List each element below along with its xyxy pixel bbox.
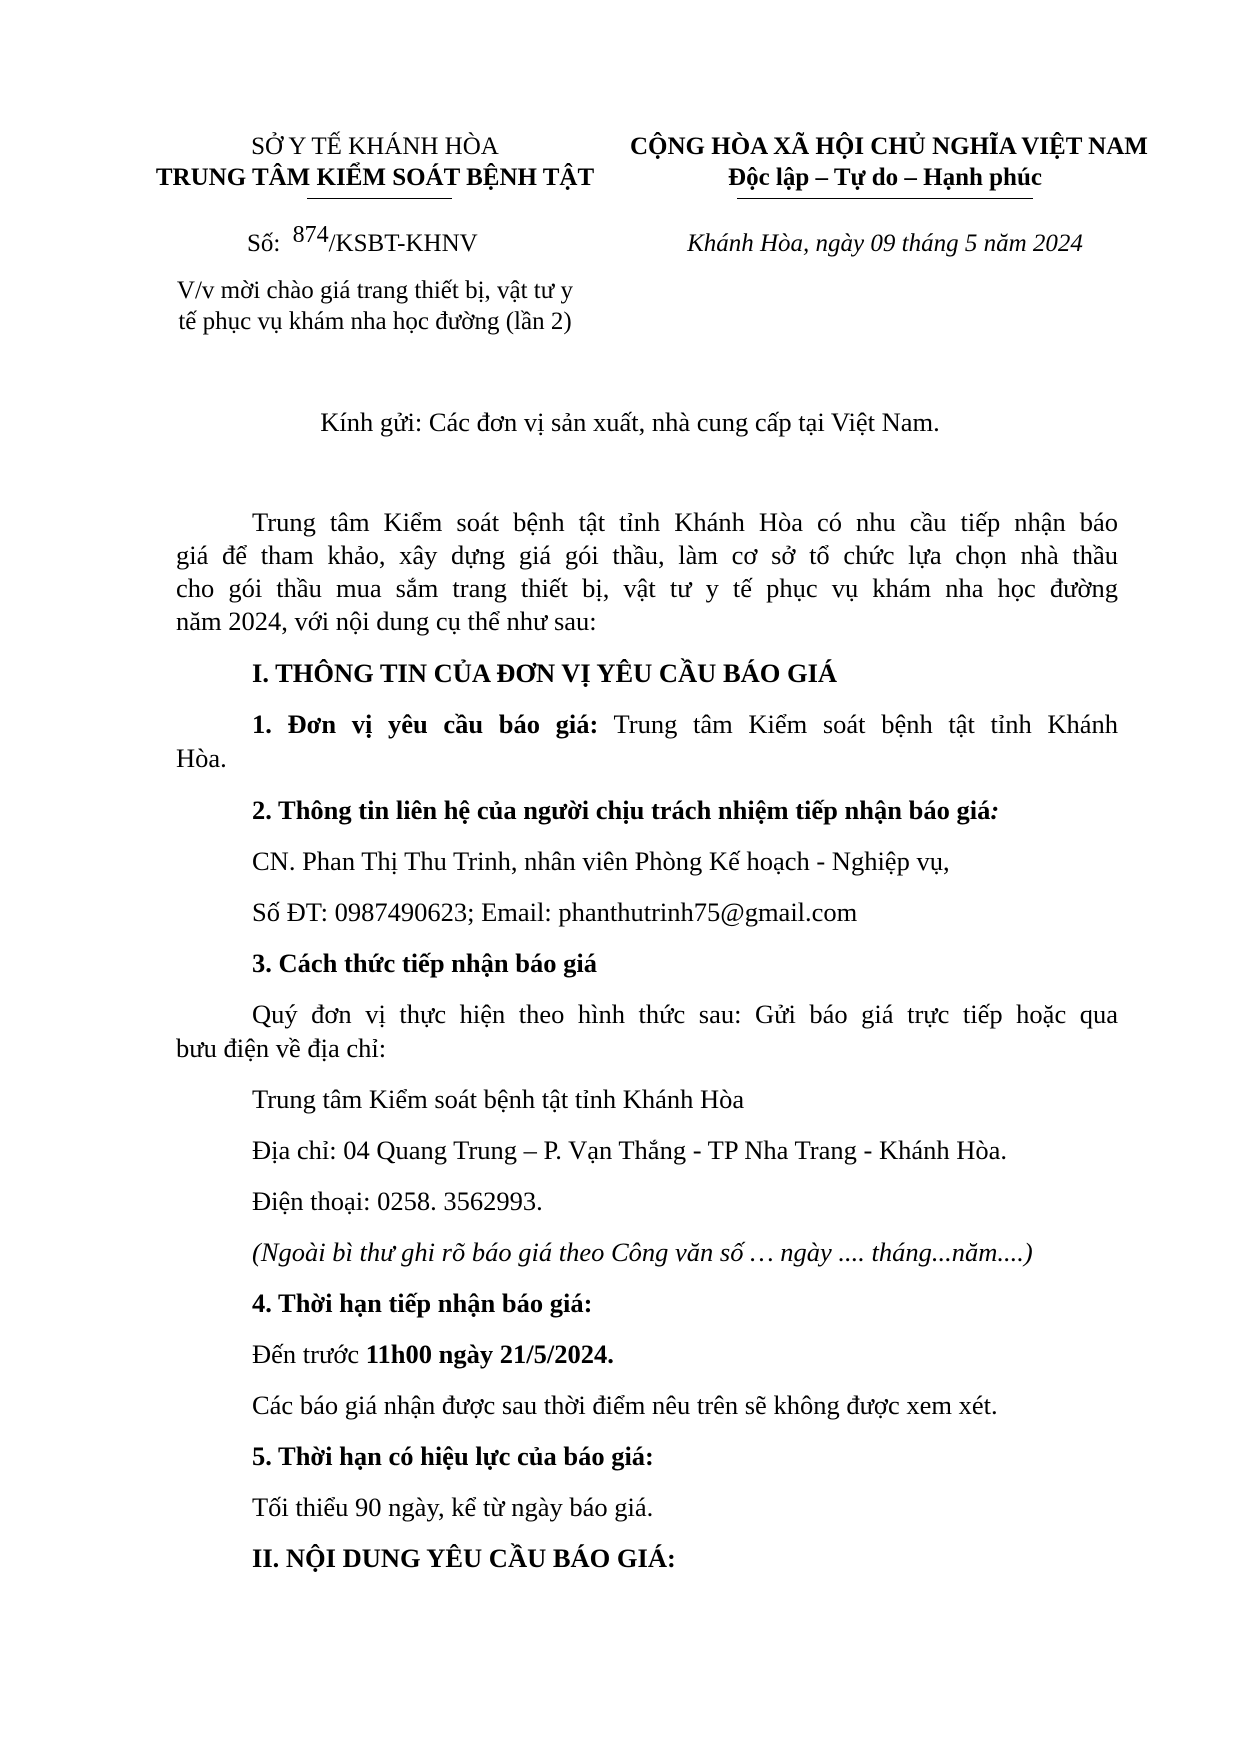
document-number-prefix: Số: xyxy=(247,230,281,257)
item-1-label: 1. Đơn vị yêu cầu báo giá: xyxy=(252,709,599,739)
contact-person: CN. Phan Thị Thu Trinh, nhân viên Phòng Kế hoạch - Nghiệp vụ, xyxy=(252,846,950,876)
section-1-title: I. THÔNG TIN CỦA ĐƠN VỊ YÊU CẦU BÁO GIÁ xyxy=(252,658,838,688)
agency-unit: TRUNG TÂM KIỂM SOÁT BỆNH TẬT xyxy=(155,164,595,191)
envelope-note: (Ngoài bì thư ghi rõ báo giá theo Công văn số … ngày .... tháng...năm....) xyxy=(252,1237,1033,1267)
place-and-date: Khánh Hòa, ngày 09 tháng 5 năm 2024 xyxy=(687,230,1083,257)
item-1 xyxy=(252,707,1118,741)
item-3-text-line-2: bưu điện về địa chỉ: xyxy=(176,1033,387,1063)
address-organization: Trung tâm Kiểm soát bệnh tật tỉnh Khánh Hòa xyxy=(252,1084,745,1114)
item-3-text-line-1: Quý đơn vị thực hiện theo hình thức sau: Gửi báo giá trực tiếp hoặc qua xyxy=(252,999,1118,1029)
document-number xyxy=(247,222,478,260)
item-3-label: 3. Cách thức tiếp nhận báo giá xyxy=(252,948,597,978)
country-name: CỘNG HÒA XÃ HỘI CHỦ NGHĨA VIỆT NAM xyxy=(630,133,1148,160)
national-motto: Độc lập – Tự do – Hạnh phúc xyxy=(728,164,1042,191)
recipient: Kính gửi: Các đơn vị sản xuất, nhà cung cấp tại Việt Nam. xyxy=(320,407,940,437)
item-2-label-colon: : xyxy=(990,795,1000,825)
item-4-label: 4. Thời hạn tiếp nhận báo giá: xyxy=(252,1288,593,1318)
item-2-label xyxy=(252,793,999,827)
address: Địa chỉ: 04 Quang Trung – P. Vạn Thắng - TP Nha Trang - Khánh Hòa. xyxy=(252,1135,1007,1165)
deadline-prefix: Đến trước xyxy=(252,1339,366,1369)
item-2-label-text: 2. Thông tin liên hệ của người chịu trách nhiệm tiếp nhận báo giá xyxy=(252,795,991,825)
intro-line-1: Trung tâm Kiểm soát bệnh tật tỉnh Khánh Hòa có nhu cầu tiếp nhận báo xyxy=(252,507,1118,537)
subject-line-2: tế phục vụ khám nha học đường (lần 2) xyxy=(178,308,572,335)
document-number-suffix: /KSBT-KHNV xyxy=(328,230,478,257)
subject-line-1: V/v mời chào giá trang thiết bị, vật tư y xyxy=(176,277,574,304)
item-1-value-continued: Hòa. xyxy=(176,743,227,773)
intro-line-3: cho gói thầu mua sắm trang thiết bị, vật tư y tế phục vụ khám nha học đường xyxy=(176,573,1118,603)
section-2-title: II. NỘI DUNG YÊU CẦU BÁO GIÁ: xyxy=(252,1543,676,1573)
intro-line-4: năm 2024, với nội dung cụ thể như sau: xyxy=(176,606,597,636)
agency-name: SỞ Y TẾ KHÁNH HÒA xyxy=(251,133,499,160)
deadline xyxy=(252,1337,614,1371)
contact-phone-email: Số ĐT: 0987490623; Email: phanthutrinh75@gmail.com xyxy=(252,897,858,927)
phone-number: Điện thoại: 0258. 3562993. xyxy=(252,1186,543,1216)
document-number-value: 874 xyxy=(292,222,329,248)
late-submission-note: Các báo giá nhận được sau thời điểm nêu trên sẽ không được xem xét. xyxy=(252,1390,998,1420)
validity-period: Tối thiểu 90 ngày, kể từ ngày báo giá. xyxy=(252,1492,654,1522)
motto-underline xyxy=(737,198,1033,199)
intro-line-2: giá để tham khảo, xây dựng giá gói thầu, làm cơ sở tổ chức lựa chọn nhà thầu xyxy=(176,540,1118,570)
item-1-value: Trung tâm Kiểm soát bệnh tật tỉnh Khánh xyxy=(598,709,1118,739)
agency-underline xyxy=(307,198,452,199)
deadline-value: 11h00 ngày 21/5/2024. xyxy=(365,1339,614,1369)
item-5-label: 5. Thời hạn có hiệu lực của báo giá: xyxy=(252,1441,654,1471)
